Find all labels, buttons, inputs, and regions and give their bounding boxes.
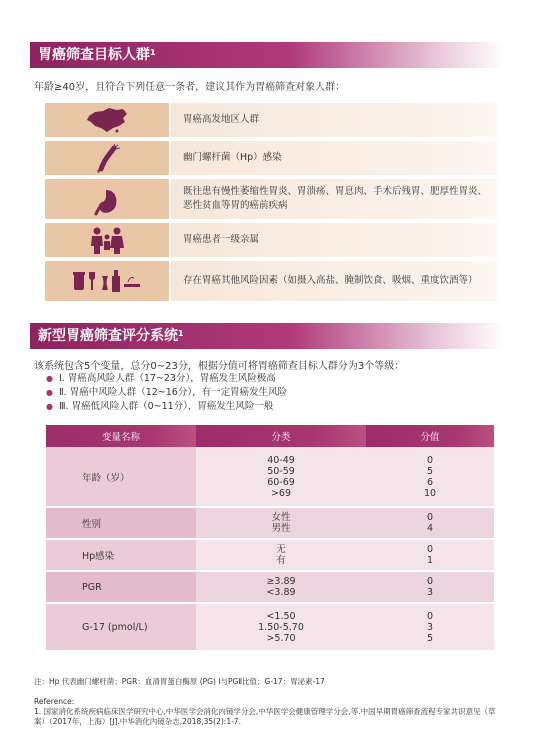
section-header-scoring-system (30, 323, 504, 349)
list-item (45, 179, 497, 219)
score-value: 4 (426, 523, 434, 534)
category-value: <3.89 (266, 587, 296, 598)
score-value: 5 (426, 632, 434, 644)
target-text: 胃癌高发地区人群 (171, 103, 497, 137)
family-icon (45, 223, 169, 257)
variable-name: Hp感染 (46, 539, 196, 571)
list-item (45, 261, 497, 301)
table-row (46, 571, 494, 603)
section-header-target-population (30, 42, 504, 68)
score-value: 0 (426, 544, 434, 555)
column-header: 变量名称 (46, 425, 196, 447)
score-value: 0 (426, 576, 434, 587)
category-value: 40-49 (267, 454, 295, 466)
list-item (45, 103, 497, 137)
category-cell (196, 539, 366, 571)
variable-name: PGR (46, 571, 196, 603)
bullet-icon: ● (46, 388, 53, 397)
table-row (46, 507, 494, 539)
category-value: 女性 (271, 512, 291, 523)
category-value: 60-69 (267, 476, 295, 488)
bacteria-icon (45, 141, 169, 175)
list-item (46, 372, 287, 386)
table-row (46, 603, 494, 651)
table-row (46, 539, 494, 571)
variable-name: 年龄（岁） (46, 447, 196, 507)
bullet-icon: ● (46, 374, 53, 383)
category-value: 50-59 (267, 465, 295, 477)
score-cell (366, 571, 494, 603)
score-value: 3 (426, 587, 434, 598)
column-header: 分类 (196, 425, 366, 447)
list-item (46, 386, 287, 400)
table-row (46, 447, 494, 507)
score-value: 5 (426, 465, 434, 477)
table-header-row (46, 425, 494, 447)
category-cell (196, 447, 366, 507)
target-text: 既往患有慢性萎缩性胃炎、胃溃疡、胃息肉、手术后残胃、肥厚性胃炎、恶性贫血等胃的癌前疾病 (171, 179, 497, 219)
target-text: 存在胃癌其他风险因素（如摄入高盐、腌制饮食、吸烟、重度饮酒等） (171, 261, 497, 301)
scoring-table (46, 425, 494, 652)
score-cell (366, 539, 494, 571)
category-value: <1.50 (266, 610, 296, 622)
footnote-marker: 1 (178, 329, 184, 338)
lifestyle-risk-icon (45, 261, 169, 301)
score-value: 10 (423, 487, 437, 499)
variable-name: G-17 (pmol/L) (46, 603, 196, 651)
list-item (45, 223, 497, 257)
table-note: 注：Hp 代表幽门螺杆菌；PGR：血清胃蛋白酶原 (PG) Ⅰ与PGⅡ比值；G-17：胃泌素-17 (34, 677, 325, 686)
category-value: 男性 (271, 523, 291, 534)
score-cell (366, 447, 494, 507)
list-item (46, 400, 287, 414)
category-cell (196, 571, 366, 603)
target-population-list (45, 103, 497, 305)
china-map-icon (45, 103, 169, 137)
column-header: 分值 (366, 425, 494, 447)
score-value: 1 (426, 555, 434, 566)
target-text: 胃癌患者一级亲属 (171, 223, 497, 257)
stomach-icon (45, 179, 169, 219)
score-cell (366, 603, 494, 651)
bullet-icon: ● (46, 402, 53, 411)
category-value: ≥3.89 (266, 576, 296, 587)
score-cell (366, 507, 494, 539)
reference-text: 1. 国家消化系统疾病临床医学研究中心,中华医学会消化内镜学分会,中华医学会健康管理学分会,等.中国早期胃癌筛查流程专家共识意见（草案）（2017年，上海）[J].中华消化内镜杂志,2018,35(2):1-7. (34, 707, 496, 726)
category-value: 有 (276, 555, 286, 566)
variable-name: 性别 (46, 507, 196, 539)
level-text: Ⅲ. 胃癌低风险人群（0~11分），胃癌发生风险一般 (58, 401, 274, 412)
category-value: 无 (276, 544, 286, 555)
score-value: 0 (426, 454, 434, 466)
target-intro: 年龄≥40岁，且符合下列任意一条者，建议其作为胃癌筛查对象人群： (34, 82, 346, 93)
category-cell (196, 507, 366, 539)
level-text: Ⅱ. 胃癌中风险人群（12~16分），有一定胃癌发生风险 (58, 387, 288, 398)
score-value: 3 (426, 621, 434, 633)
section-title: 胃癌筛查目标人群 (38, 47, 150, 63)
category-cell (196, 603, 366, 651)
reference-title: Reference: (34, 697, 75, 706)
category-value: >5.70 (266, 632, 296, 644)
section-title: 新型胃癌筛查评分系统 (38, 328, 178, 344)
category-value: >69 (270, 487, 292, 499)
category-value: 1.50-5.70 (258, 621, 304, 633)
level-text: Ⅰ. 胃癌高风险人群（17~23分），胃癌发生风险极高 (58, 373, 276, 384)
score-value: 0 (426, 610, 434, 622)
target-text: 幽门螺杆菌（Hp）感染 (171, 141, 497, 175)
score-value: 0 (426, 512, 434, 523)
footnote-marker: 1 (150, 48, 156, 57)
score-value: 6 (426, 476, 434, 488)
list-item (45, 141, 497, 175)
risk-levels-list (46, 372, 287, 414)
scoring-intro: 该系统包含5个变量，总分0~23分，根据分值可将胃癌筛查目标人群分为3个等级： (34, 361, 405, 372)
